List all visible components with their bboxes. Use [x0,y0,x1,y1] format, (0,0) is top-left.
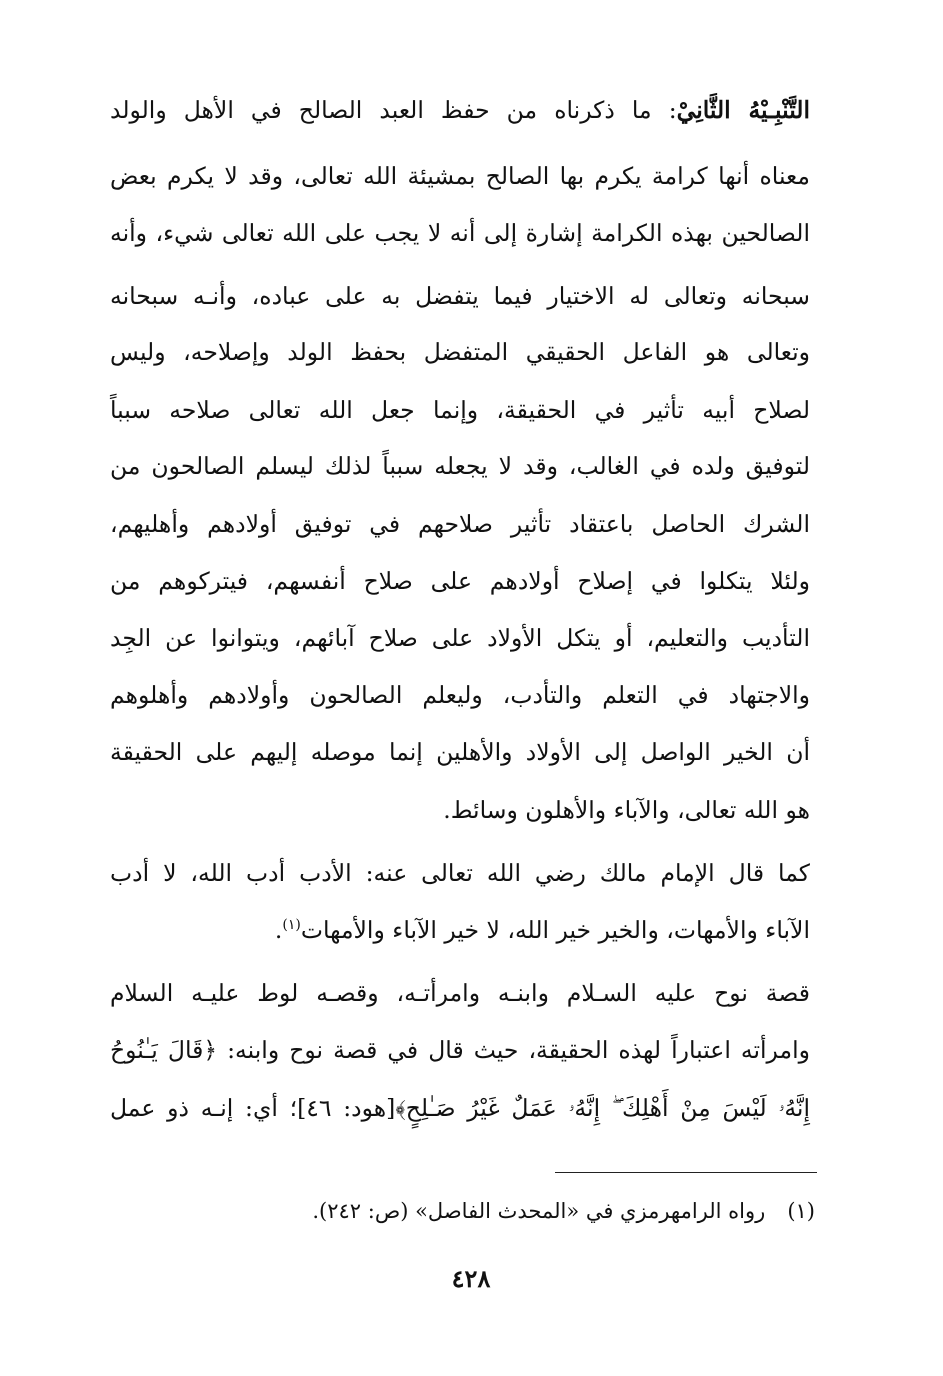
paragraph-3-line-1: قصة نوح عليه السـلام وابنـه وامرأتـه، وقصـه لوط عليـه السلام [110,979,810,1007]
footnote-number: (١) [787,1199,815,1223]
paragraph-1-line-5: وتعالى هو الفاعل الحقيقي المتفضل بحفظ الولد وإصلاحه، وليس [110,338,810,366]
paragraph-2-line-1: كما قال الإمام مالك رضي الله تعالى عنه: الأدب أدب الله، لا أدب [110,859,810,887]
paragraph-1-line-12: أن الخير الواصل إلى الأولاد والأهلين إنما موصله إليهم على الحقيقة [110,738,810,766]
footnote-reference[interactable]: (١) [282,917,301,934]
paragraph-2-line-2 [110,912,810,948]
paragraph-1-line-6: لصلاح أبيه تأثير في الحقيقة، وإنما جعل الله تعالى صلاحه سبباً [110,396,810,424]
paragraph-1-line-10: التأديب والتعليم، أو يتكل الأولاد على صلاح آبائهم، ويتوانوا عن الجِد [110,624,810,652]
paragraph-1-line-9: ولئلا يتكلوا في إصلاح أولادهم على صلاح أنفسهم، فيتركوهم من [110,567,810,595]
paragraph-2-end-mark: . [274,916,283,944]
paragraph-1-line-2: معناه أنها كرامة يكرم بها الصالح بمشيئة الله تعالى، وقد لا يكرم بعض [110,162,810,190]
section-heading: التَّنْبِـيْهُ الثَّانِيْ [676,96,810,124]
paragraph-1-line-4: سبحانه وتعالى له الاختيار فيما يتفضل به على عباده، وأنـه سبحانه [110,282,810,310]
paragraph-3-line-3: إِنَّهُۥ لَيْسَ مِنْ أَهْلِكَ ۖ إِنَّهُۥ عَمَلٌ غَيْرُ صَـٰلِحٍ﴾[هود: ٤٦]؛ أي: إنـه ذو عمل [110,1094,810,1122]
paragraph-1-line-1-text: : ما ذكرناه من حفظ العبد الصالح في الأهل والولد [110,96,677,124]
footnote-text: رواه الرامهرمزي في «المحدث الفاصل» (ص: ٢٤٢). [312,1199,766,1223]
paragraph-3-line-2: وامرأته اعتباراً لهذه الحقيقة، حيث قال في قصة نوح وابنه: ﴿قَالَ يَـٰنُوحُ [110,1036,810,1064]
paragraph-1-line-11: والاجتهاد في التعلم والتأدب، وليعلم الصالحون وأولادهم وأهلوهم [110,681,810,709]
page-number: ٤٢٨ [451,1264,491,1293]
paragraph-2-line-2-text: الآباء والأمهات، والخير خير الله، لا خير الآباء والأمهات [300,916,810,944]
paragraph-1-line-3: الصالحين بهذه الكرامة إشارة إلى أنه لا يجب على الله تعالى شيء، وأنه [110,219,810,247]
footnote [250,1196,815,1226]
paragraph-1-line-8: الشرك الحاصل باعتقاد تأثير صلاحهم في توفيق أولادهم وأهليهم، [110,510,810,538]
footnote-separator [555,1172,817,1173]
paragraph-1-line-1 [110,92,810,128]
paragraph-1-line-13: هو الله تعالى، والآباء والأهلون وسائط. [443,796,810,824]
paragraph-1-line-7: لتوفيق ولده في الغالب، وقد لا يجعله سبباً لذلك ليسلم الصالحون من [110,452,810,480]
